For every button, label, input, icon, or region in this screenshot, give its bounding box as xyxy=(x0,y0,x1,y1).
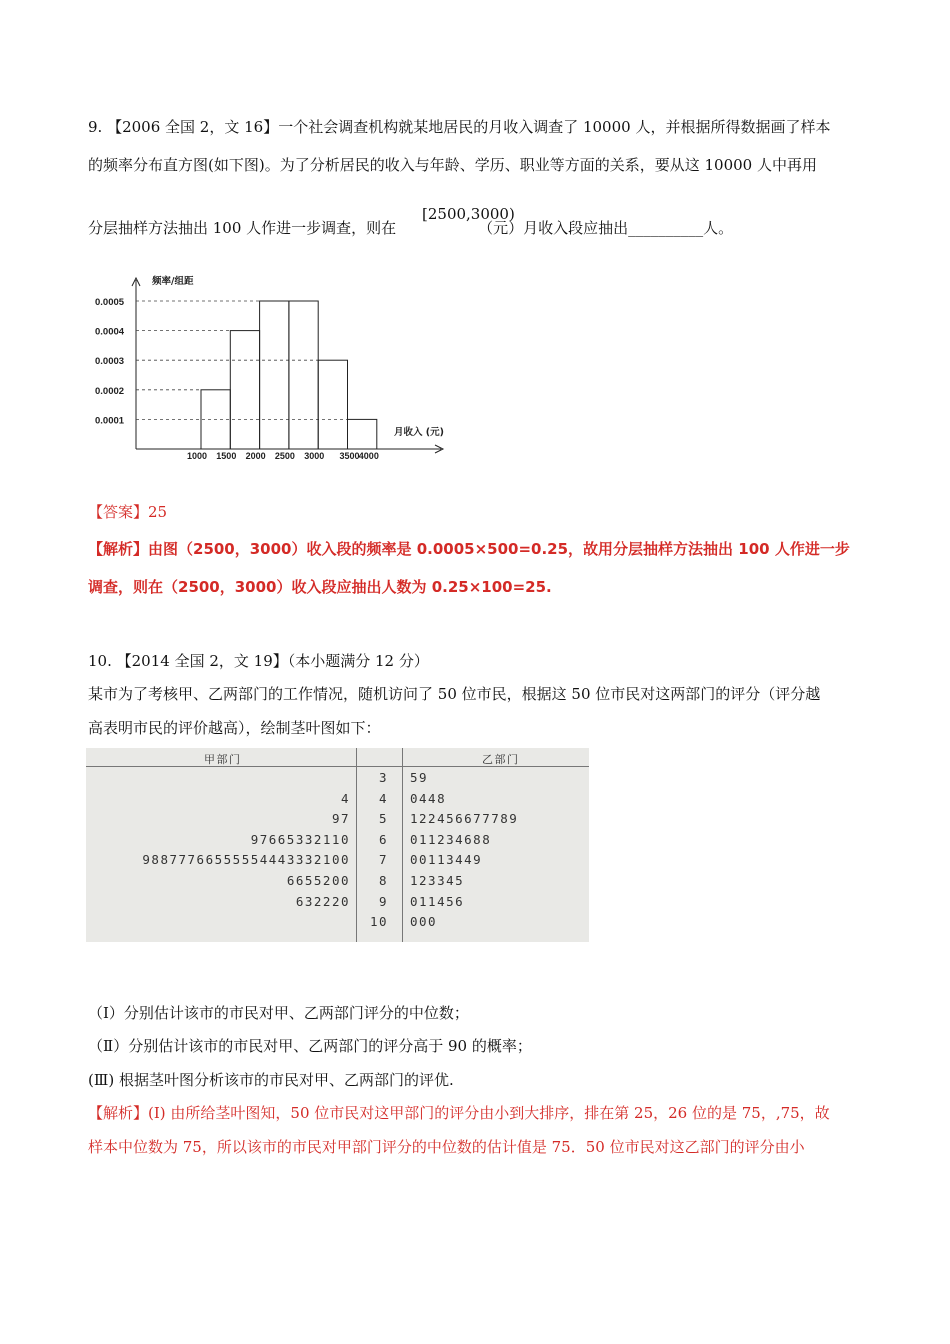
stem-leaf-left: 97 xyxy=(331,811,350,827)
stem-value: 9 xyxy=(378,893,388,909)
q9-answer: 【答案】25 xyxy=(88,503,168,521)
stem-leaf-right: 011456 xyxy=(410,893,465,909)
x-tick-label: 1000 xyxy=(187,451,208,461)
y-tick-label: 0.0001 xyxy=(95,415,125,427)
stem-leaf-right: 123345 xyxy=(410,873,465,888)
x-tick-label: 4000 xyxy=(358,451,379,461)
histogram-bar xyxy=(318,360,347,449)
q9-line-2: 的频率分布直方图(如下图)。为了分析居民的收入与年龄、学历、职业等方面的关系，要从这 10000 人中再用 xyxy=(88,156,817,174)
stem-leaf-right: 00113449 xyxy=(410,852,483,868)
stem-leaf-left: 97665332110 xyxy=(250,831,350,847)
q9-line-3-post: （元）月收入段应抽出__________人。 xyxy=(478,219,734,237)
stem-value: 10 xyxy=(369,914,388,930)
table-divider-left xyxy=(356,748,357,942)
histogram-bar xyxy=(348,419,377,449)
x-tick-label: 2500 xyxy=(274,451,295,461)
q9-line-3-pre: 分层抽样方法抽出 100 人作进一步调查，则在 xyxy=(88,219,397,237)
histogram-bar xyxy=(289,301,318,449)
stem-value: 7 xyxy=(378,852,388,868)
stem-leaf-table xyxy=(86,748,589,942)
stem-leaf-left: 98877766555554443332100 xyxy=(142,852,350,868)
stem-leaf-right: 122456677789 xyxy=(410,811,519,827)
q10-analysis-2: 样本中位数为 75，所以该市的市民对甲部门评分的中位数的估计值是 75．50 位市民对这乙部门的评分由小 xyxy=(88,1138,805,1156)
q10-header: 10. 【2014 全国 2，文 19】（本小题满分 12 分） xyxy=(88,652,429,670)
q10-line-1: 某市为了考核甲、乙两部门的工作情况，随机访问了 50 位市民，根据这 50 位市民对这两部门的评分（评分越 xyxy=(88,685,821,703)
q9-analysis-1: 【解析】由图（2500，3000）收入段的频率是 0.0005×500=0.25，故用分层抽样方法抽出 100 人作进一步 xyxy=(88,540,850,558)
q10-part-3: (Ⅲ) 根据茎叶图分析该市的市民对甲、乙两部门的评优. xyxy=(88,1071,454,1089)
interval-notation: [2500,3000) xyxy=(422,205,515,223)
y-tick-label: 0.0005 xyxy=(95,297,125,308)
stem-value: 4 xyxy=(378,790,388,806)
stem-value: 8 xyxy=(378,873,388,888)
q10-part-1: （Ⅰ）分别估计该市的市民对甲、乙两部门评分的中位数； xyxy=(88,1004,469,1022)
q9-analysis-2: 调查，则在（2500，3000）收入段应抽出人数为 0.25×100=25. xyxy=(88,578,552,596)
x-tick-label: 3000 xyxy=(304,451,325,461)
x-tick-label: 1500 xyxy=(216,451,237,461)
y-tick-label: 0.0002 xyxy=(95,385,125,397)
q10-part-2: （Ⅱ）分别估计该市的市民对甲、乙两部门的评分高于 90 的概率； xyxy=(88,1037,532,1055)
q9-line-1: 9. 【2006 全国 2，文 16】一个社会调查机构就某地居民的月收入调查了 10000 人，并根据所得数据画了样本 xyxy=(88,118,831,136)
q10-analysis-1: 【解析】(Ⅰ) 由所给茎叶图知，50 位市民对这甲部门的评分由小到大排序，排在第 25，26 位的是 75，,75，故 xyxy=(88,1104,830,1122)
stem-leaf-left: 4 xyxy=(340,790,350,806)
stem-value: 6 xyxy=(378,831,388,847)
stem-leaf-right: 59 xyxy=(410,770,429,785)
x-tick-label: 2000 xyxy=(245,451,266,461)
y-tick-label: 0.0004 xyxy=(95,326,125,338)
q10-line-2: 高表明市民的评价越高），绘制茎叶图如下： xyxy=(88,719,381,737)
table-divider-right xyxy=(402,748,403,942)
y-tick-label: 0.0003 xyxy=(95,356,125,368)
stem-leaf-left: 632220 xyxy=(295,893,350,909)
stem-leaf-right: 011234688 xyxy=(410,831,492,847)
table-head-left: 甲部门 xyxy=(204,753,242,766)
histogram-bar xyxy=(230,331,259,449)
stem-leaf-right: 0448 xyxy=(410,790,447,806)
stem-leaf-left: 6655200 xyxy=(286,873,350,888)
y-axis-label: 频率/组距 xyxy=(152,276,194,287)
q9-line-3 xyxy=(88,218,733,238)
stem-value: 3 xyxy=(378,770,388,785)
table-head-right: 乙部门 xyxy=(482,753,520,766)
x-tick-label: 3500 xyxy=(339,451,360,461)
histogram-chart xyxy=(88,268,488,468)
histogram-bar xyxy=(260,301,289,449)
stem-value: 5 xyxy=(378,811,388,827)
x-axis-label: 月收入 (元) xyxy=(394,427,444,438)
stem-leaf-right: 000 xyxy=(410,914,438,930)
